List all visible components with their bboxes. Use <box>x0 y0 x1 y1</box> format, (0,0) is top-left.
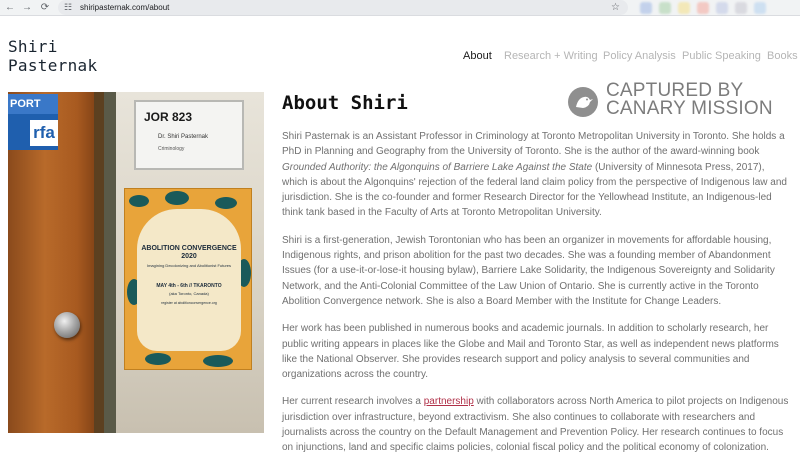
extension-icon-6[interactable] <box>735 2 747 14</box>
page-title: About Shiri <box>282 92 408 114</box>
door-frame <box>104 92 116 433</box>
nav-policy-analysis[interactable]: Policy Analysis <box>603 50 676 62</box>
bookmark-star-icon[interactable]: ☆ <box>611 2 620 13</box>
poster-location: (aka Toronto, Canada) <box>169 291 209 296</box>
bio-paragraph-1: Shiri Pasternak is an Assistant Professor in Criminology at Toronto Metropolitan University in Toronto. She holds a PhD in Planning and Geography from the University of Toronto. She is the author of the award-winning book Grounded Authority: the Algonquins of Barriere Lake Against the State (University of Minnesota Press, 2017), which is about the Algonquins' rejection of the federal land claim policy from the perspective of Indigenous law and jurisdiction. She is the co-founder and former Research Director for the Yellowhead Institute, an Indigenous-led think tank based in the Faculty of Arts at Toronto Metropolitan University. <box>282 131 787 219</box>
watermark-line-1: CAPTURED BY <box>606 80 744 101</box>
forward-icon[interactable]: → <box>22 2 32 13</box>
extension-icon-7[interactable] <box>754 2 766 14</box>
bio-paragraph-2: Shiri is a first-generation, Jewish Torontonian who has been an organizer in movements for affordable housing, Indigenous rights, and prison abolition for the past two decades. She was a founding member of Abandonment Issues (for a use-it-or-lose-it housing bylaw), Barriere Lake Solidarity, the Indigenous Sovereignty and Solidarity Network, and the Anti-Colonial Committee of the Law Union of Ontario. She is currently active in the Toronto Abolition Convergence network. She is also a Board Member with the Institute for Change Leaders. <box>282 234 775 307</box>
poster-leaf <box>129 195 149 207</box>
nameplate-name: Dr. Shiri Pasternak <box>158 134 209 140</box>
sticker-logo: rfa <box>30 120 58 146</box>
nameplate-dept: Criminology <box>158 146 185 152</box>
poster-date: MAY 4th - 6th // TKARONTO <box>156 283 222 289</box>
nav-research-writing[interactable]: Research + Writing <box>504 50 598 62</box>
sticker-text: PORT <box>8 94 58 114</box>
address-bar[interactable] <box>58 0 628 15</box>
canary-mission-watermark <box>568 80 773 119</box>
url-text[interactable]: shiripasternak.com/about <box>80 3 170 12</box>
extension-icon-5[interactable] <box>716 2 728 14</box>
watermark-line-2: CANARY MISSION <box>606 98 773 119</box>
nameplate-room: JOR 823 <box>144 110 193 124</box>
back-icon[interactable]: ← <box>5 2 15 13</box>
convergence-poster <box>124 188 252 370</box>
canary-logo <box>568 87 598 117</box>
extension-icon-3[interactable] <box>678 2 690 14</box>
poster-register: register at abolitionconvergence.org <box>161 301 217 305</box>
poster-subtitle: Imagining Decolonizing and Abolitionist Futures <box>146 263 232 268</box>
extension-icon-2[interactable] <box>659 2 671 14</box>
poster-panel <box>137 209 241 351</box>
bio-text <box>282 129 792 452</box>
poster-leaf <box>215 197 237 209</box>
bio-paragraph-4: Her current research involves a partnership with collaborators across North America to pilot projects on Indigenous jurisdiction over infrastructure, beyond extractivism. She also continues to collaborate with researchers and journalists across the country on the Default Management and Prevention Policy. Her research continues to focus on injunctions, land and specific claims policies, colonial fiscal policy and the political economy of colonization. <box>282 396 789 452</box>
extension-icon-1[interactable] <box>640 2 652 14</box>
nav-books[interactable]: Books <box>767 50 798 62</box>
watermark-text <box>606 82 773 118</box>
reload-icon[interactable]: ⟳ <box>40 2 50 13</box>
poster-leaf <box>145 353 171 365</box>
extension-icon-4[interactable] <box>697 2 709 14</box>
door-sticker <box>8 94 58 150</box>
poster-leaf <box>203 355 233 367</box>
bird-icon <box>568 87 598 117</box>
nav-public-speaking[interactable]: Public Speaking <box>682 50 761 62</box>
site-info-icon[interactable]: ☷ <box>64 2 73 12</box>
office-nameplate <box>134 100 244 170</box>
book-title: Grounded Authority: the Algonquins of Barriere Lake Against the State <box>282 161 593 173</box>
poster-title: ABOLITION CONVERGENCE 2020 <box>141 245 237 260</box>
nav-about[interactable]: About <box>463 50 492 62</box>
site-logo[interactable]: Shiri Pasternak <box>8 37 98 75</box>
bio-paragraph-3: Her work has been published in numerous books and academic journals. In addition to scholarly research, her public writing appears in places like the Globe and Mail and Toronto Star, as well as independent news platforms like the National Observer. She provides research support and policy analysis to several communities and organizations across the country. <box>282 323 779 381</box>
main-nav <box>0 49 800 63</box>
poster-leaf <box>165 191 189 205</box>
partnership-link[interactable]: partnership <box>423 396 474 408</box>
door-knob <box>54 312 80 338</box>
browser-toolbar <box>0 0 800 16</box>
profile-photo <box>8 92 264 433</box>
